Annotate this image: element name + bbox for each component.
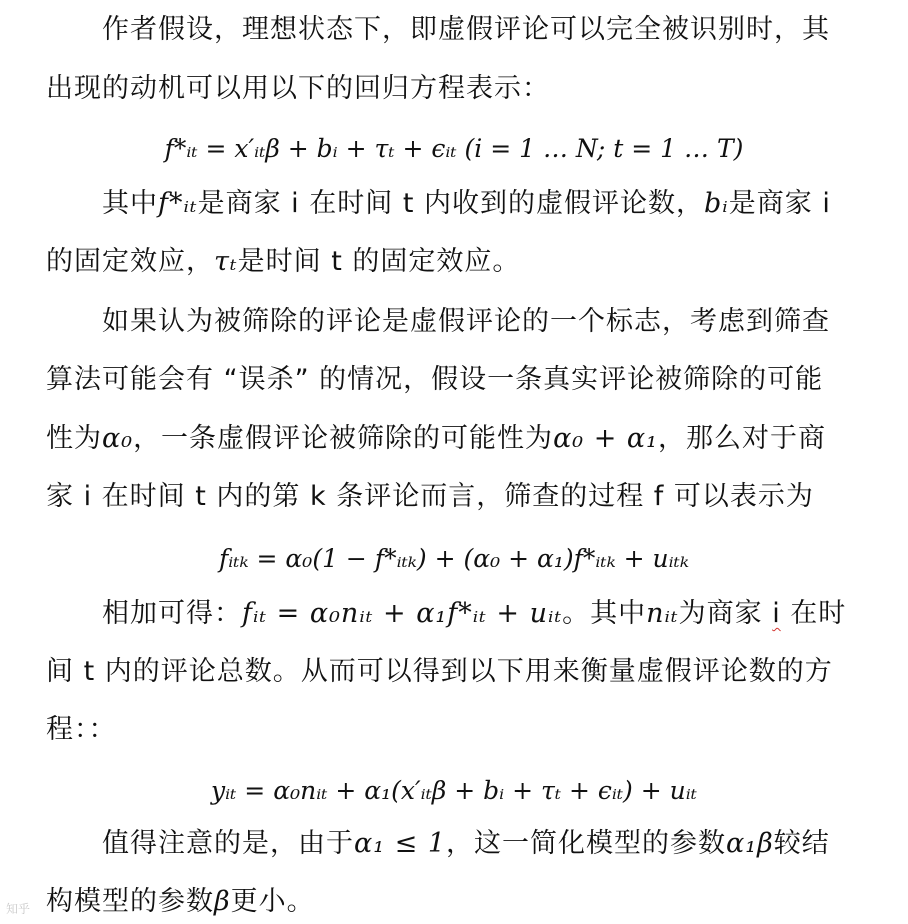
text-segment: 值得注意的是，由于 bbox=[102, 828, 354, 859]
math-f-star-it: f*ᵢₜ bbox=[158, 188, 198, 219]
paragraph-2-line-2 bbox=[46, 246, 860, 278]
paragraph-3-line-4: 家 i 在时间 t 内的第 k 条评论而言，筛查的过程 f 可以表示为 bbox=[46, 481, 814, 512]
paragraph-2-line-1 bbox=[102, 188, 860, 220]
paragraph-5-line-2 bbox=[46, 886, 860, 918]
text-segment: 其中 bbox=[102, 188, 158, 219]
text-segment: 较结 bbox=[773, 828, 830, 859]
text-segment: 更小。 bbox=[230, 886, 315, 917]
text-segment: 是商家 i bbox=[728, 188, 831, 219]
text-segment: 为商家 bbox=[678, 598, 773, 629]
text-segment: ，那么对于商 bbox=[657, 423, 826, 454]
text-segment: 在时 bbox=[780, 598, 847, 629]
equation-1: f*ᵢₜ = x′ᵢₜβ + bᵢ + τₜ + ϵᵢₜ (i = 1 … N; t = 1 … T) bbox=[164, 134, 744, 163]
spellcheck-underlined-word[interactable]: i bbox=[772, 598, 781, 629]
math-b-i: bᵢ bbox=[704, 188, 729, 219]
paragraph-3-line-1: 如果认为被筛除的评论是虚假评论的一个标志，考虑到筛查 bbox=[102, 306, 830, 337]
math-alpha-sum: α₀ + α₁ bbox=[553, 423, 658, 454]
text-segment: ，这一简化模型的参数 bbox=[446, 828, 727, 859]
paragraph-3-line-3 bbox=[46, 423, 860, 455]
paragraph-5-line-1 bbox=[102, 828, 860, 860]
paragraph-1-line-1: 作者假设，理想状态下，即虚假评论可以完全被识别时，其 bbox=[102, 14, 830, 45]
paragraph-4-line-1 bbox=[102, 598, 860, 630]
math-inline-equation: fᵢₜ = α₀nᵢₜ + α₁f*ᵢₜ + uᵢₜ bbox=[242, 598, 563, 629]
math-beta: β bbox=[214, 886, 231, 917]
paragraph-3-line-2: 算法可能会有 “误杀” 的情况，假设一条真实评论被筛除的可能 bbox=[46, 364, 824, 395]
math-tau-t: τₜ bbox=[214, 246, 238, 277]
paragraph-4-line-2: 间 t 内的评论总数。从而可以得到以下用来衡量虚假评论数的方 bbox=[46, 656, 833, 687]
text-segment: 构模型的参数 bbox=[46, 886, 214, 917]
text-segment: 相加可得： bbox=[102, 598, 242, 629]
math-alpha1-beta: α₁β bbox=[726, 828, 774, 859]
text-segment: 性为 bbox=[46, 423, 102, 454]
math-n-it: nᵢₜ bbox=[646, 598, 679, 629]
text-segment: 的固定效应， bbox=[46, 246, 214, 277]
math-alpha-0: α₀ bbox=[102, 423, 134, 454]
text-segment: 是时间 t 的固定效应。 bbox=[237, 246, 521, 277]
math-condition: α₁ ≤ 1 bbox=[354, 828, 447, 859]
text-segment: 是商家 i 在时间 t 内收到的虚假评论数， bbox=[197, 188, 705, 219]
equation-3: yᵢₜ = α₀nᵢₜ + α₁(x′ᵢₜβ + bᵢ + τₜ + ϵᵢₜ) + uᵢₜ bbox=[211, 776, 697, 805]
watermark: 知乎 bbox=[6, 902, 31, 916]
text-segment: ，一条虚假评论被筛除的可能性为 bbox=[133, 423, 554, 454]
paragraph-1-line-2: 出现的动机可以用以下的回归方程表示： bbox=[46, 73, 550, 104]
text-segment: 。其中 bbox=[562, 598, 647, 629]
paragraph-4-line-3: 程：： bbox=[46, 714, 117, 745]
equation-2: fᵢₜₖ = α₀(1 − f*ᵢₜₖ) + (α₀ + α₁)f*ᵢₜₖ + uᵢₜₖ bbox=[219, 544, 689, 573]
